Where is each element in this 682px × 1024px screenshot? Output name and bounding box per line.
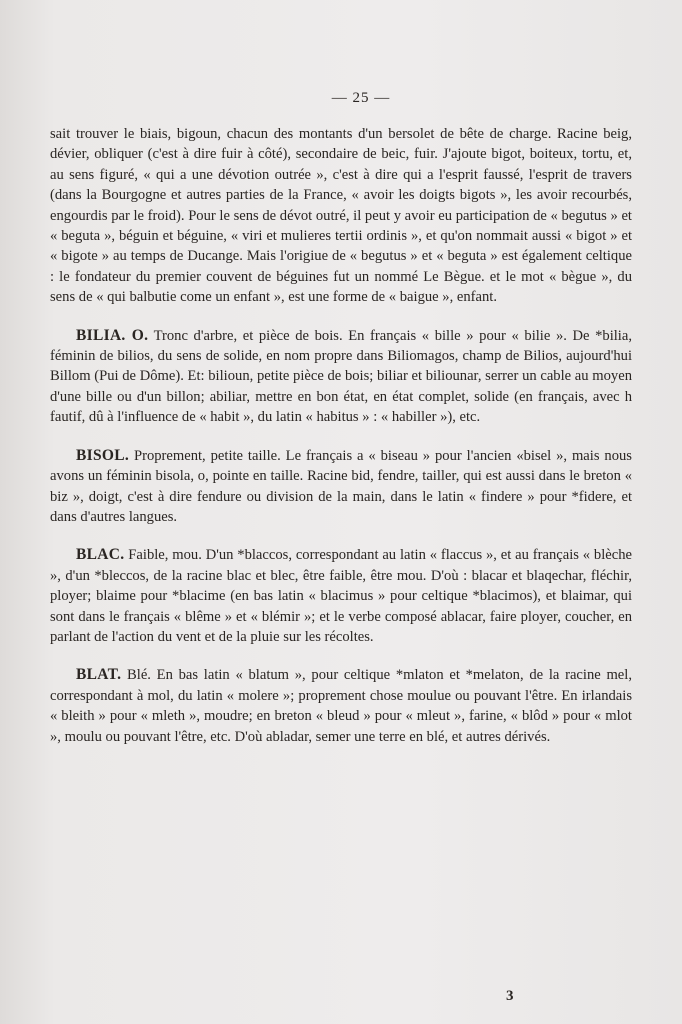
entry-headword: BISOL. (76, 446, 130, 464)
entry-bilia (50, 326, 632, 428)
dictionary-body (50, 124, 632, 747)
entry-headword: BLAT. (76, 666, 122, 684)
entry-text: Tronc d'arbre, et pièce de bois. En français « bille » pour « bilie ». De *bilia, féminin de bilios, du sens de solide, en nom propre dans Biliomagos, champ de Bilios, aujourd'hui Billom (Pui de Dôme). Et: bilioun, petite pièce de bois; biliar et biliounar, serrer un cable au moyen d'une bille ou d'un billon; abiliar, mettre en bon état, en état complet, solide (en français, avec h fautif, dû à l'influence de « habit », du latin « habitus » : « habiller »), etc. (50, 327, 632, 426)
entry-bisol (50, 446, 632, 528)
entry-blat (50, 665, 632, 747)
entry-headword: BLAC. (76, 546, 125, 564)
entry-headword: BILIA. O. (76, 326, 149, 344)
entry-text: Blé. En bas latin « blatum », pour celtique *mlaton et *melaton, de la racine mel, correspondant à mol, du latin « molere »; proprement chose moulue ou pouvant l'être. En irlandais « bleith » pour « mleth », moudre; en breton « bleud » pour « mleut », farine, « blôd » pour « mlot », moulu ou pouvant l'être, etc. D'où abladar, semer une terre en blé, et autres dérivés. (50, 667, 632, 745)
entry-text: Faible, mou. D'un *blaccos, correspondant au latin « flaccus », et au français « blèche », d'un *bleccos, de la racine blac et blec, être faible, être mou. D'où : blacar et blaqechar, fléchir, ployer; blaime pour *blacime (en bas latin « blacimus » pour celtique *blacimos), et blaimar, qui sont dans le français « blême » et « blémir »; et le verbe composé ablacar, faire ployer, coucher, en parlant de l'action du vent et de la pluie sur les récoltes. (50, 547, 632, 645)
entry-continuation (50, 124, 632, 308)
entry-blac (50, 545, 632, 647)
signature-mark: 3 (506, 988, 514, 1004)
page-number: — 25 — (331, 90, 391, 106)
entry-text: Proprement, petite taille. Le français a « biseau » pour l'ancien «bisel », mais nous avons un féminin bisola, o, pointe en taille. Racine bid, fendre, tailler, qui est aussi dans le breton « biz », doigt, c'est à dire fendure ou division de la main, dans le latin « findere » pour *fidere, et dans d'autres langues. (50, 447, 632, 525)
entry-text: sait trouver le biais, bigoun, chacun des montants d'un bersolet de bête de charge. Racine beig, dévier, obliquer (c'est à dire fuir à côté), secondaire de beic, fuir. J'ajoute bigot, boiteux, tortu, et, au sens figuré, « qui a une dévotion outrée », c'est à dire qui a l'esprit faussé, l'esprit de travers (dans la Bourgogne et autres parties de la France, « avoir les doigts bigots », les avoir recourbés, engourdis par le froid). Pour le sens de dévot outré, il peut y avoir eu participation de « begutus » et « beguta », béguin et béguine, « viri et mulieres tertii ordinis », et qu'on nommait aussi « bigot » et « bigote » au temps de Ducange. Mais l'origiue de « begutus » et « beguta » est également celtique : le fondateur du premier couvent de béguines fut un nommé Le Bègue. et le mot « bègue », du sens de « qui balbutie come un enfant », est une forme de « baigue », enfant. (50, 126, 632, 306)
